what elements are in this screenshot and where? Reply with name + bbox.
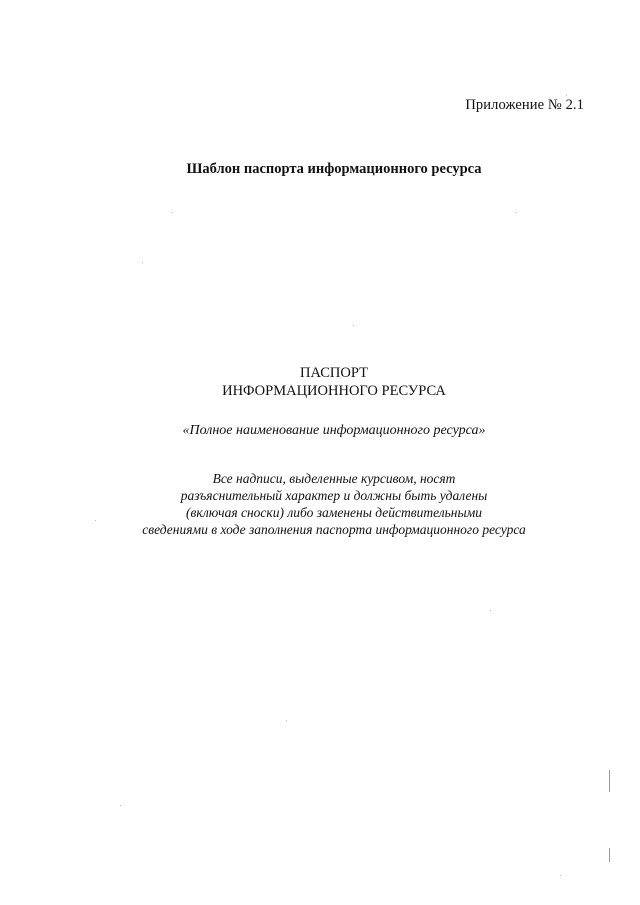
scan-dust — [353, 325, 354, 326]
passport-heading-line2: ИНФОРМАЦИОННОГО РЕСУРСА — [222, 383, 446, 399]
scan-mark-upper — [609, 770, 610, 792]
scan-dust — [95, 520, 96, 521]
appendix-label: Приложение № 2.1 — [465, 97, 584, 113]
scan-dust — [286, 720, 287, 721]
scan-dust — [120, 805, 121, 806]
scan-dust — [560, 875, 561, 876]
instruction-note-line4: сведениями в ходе заполнения паспорта информационного ресурса — [142, 522, 526, 537]
instruction-note-line1: Все надписи, выделенные курсивом, носят — [212, 471, 456, 486]
passport-heading-line1: ПАСПОРТ — [300, 365, 368, 381]
instruction-note — [0, 470, 640, 538]
scan-mark-lower — [609, 848, 610, 862]
scan-dust — [490, 610, 491, 611]
resource-name-placeholder: «Полное наименование информационного ресурса» — [182, 423, 486, 438]
template-title: Шаблон паспорта информационного ресурса — [186, 161, 482, 177]
instruction-note-line3: (включая сноски) либо заменены действительными — [185, 505, 482, 520]
instruction-note-line2: разъяснительный характер и должны быть удалены — [180, 488, 488, 503]
scan-dust — [566, 95, 567, 96]
scan-dust — [172, 212, 173, 213]
passport-heading — [0, 364, 640, 400]
scan-dust — [142, 262, 143, 263]
scan-dust — [515, 212, 516, 213]
